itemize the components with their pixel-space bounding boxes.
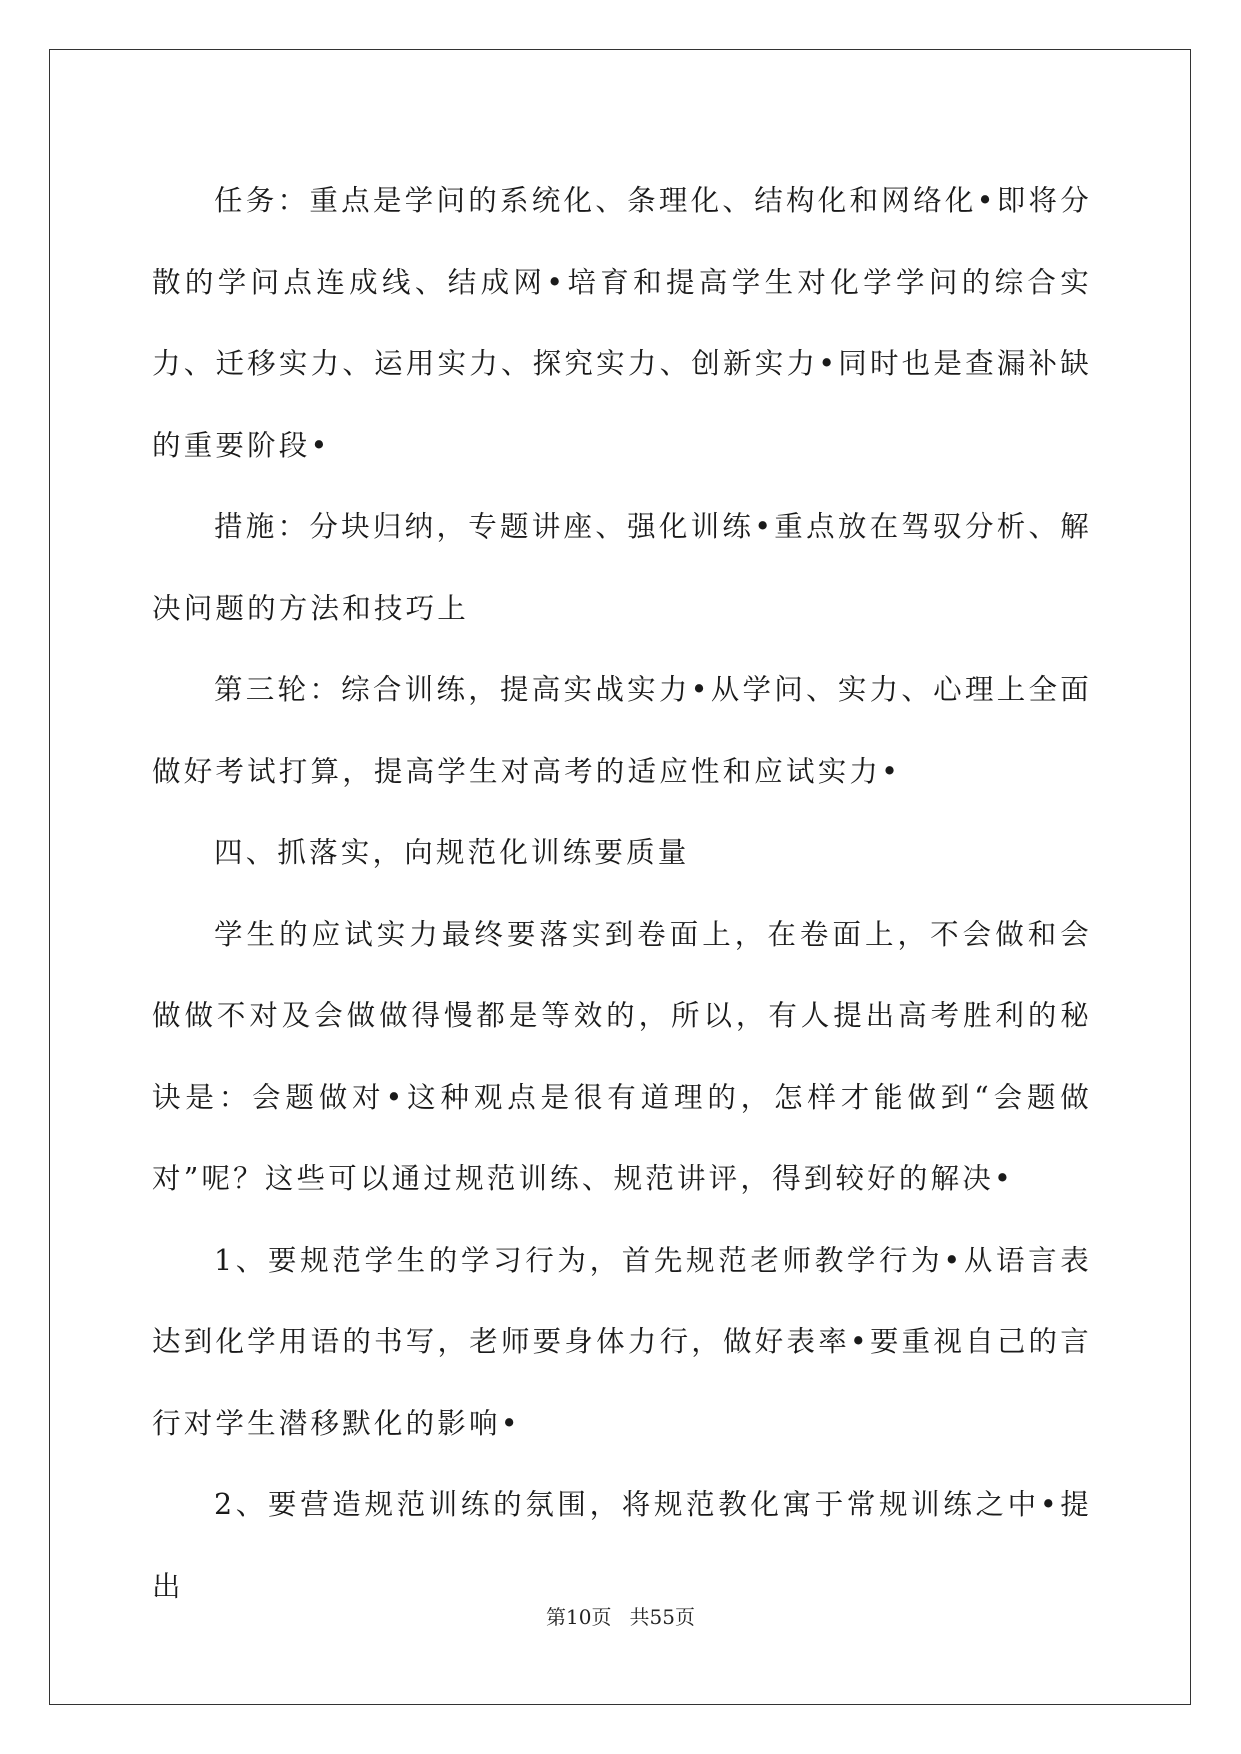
paragraph-item-1: 1、要规范学生的学习行为，首先规范老师教学行为•从语言表达到化学用语的书写，老师要身体力行，做好表率•要重视自己的言行对学生潜移默化的影响•: [152, 1243, 1092, 1440]
paragraph-exam-ability: 学生的应试实力最终要落实到卷面上，在卷面上，不会做和会做做不对及会做做得慢都是等效的，所以，有人提出高考胜利的秘诀是：会题做对•这种观点是很有道理的，怎样才能做到“会题做对”呢？这些可以通过规范训练、规范讲评，得到较好的解决•: [152, 917, 1092, 1195]
page-number: 第10页: [546, 1605, 612, 1629]
paragraph-third-round: 第三轮：综合训练，提高实战实力•从学问、实力、心理上全面做好考试打算，提高学生对高考的适应性和应试实力•: [152, 673, 1092, 788]
document-body: [152, 160, 1092, 1627]
paragraph-measures: 措施：分块归纳，专题讲座、强化训练•重点放在驾驭分析、解决问题的方法和技巧上: [152, 510, 1092, 625]
page-total: 共55页: [629, 1605, 695, 1629]
section-heading: 四、抓落实，向规范化训练要质量: [214, 836, 690, 869]
paragraph-task: 任务：重点是学问的系统化、条理化、结构化和网络化•即将分散的学问点连成线、结成网•培育和提高学生对化学学问的综合实力、迁移实力、运用实力、探究实力、创新实力•同时也是查漏补缺的重要阶段•: [152, 184, 1092, 462]
page-footer: [0, 1601, 1241, 1630]
paragraph-item-2: 2、要营造规范训练的氛围，将规范教化寓于常规训练之中•提出: [152, 1488, 1092, 1603]
